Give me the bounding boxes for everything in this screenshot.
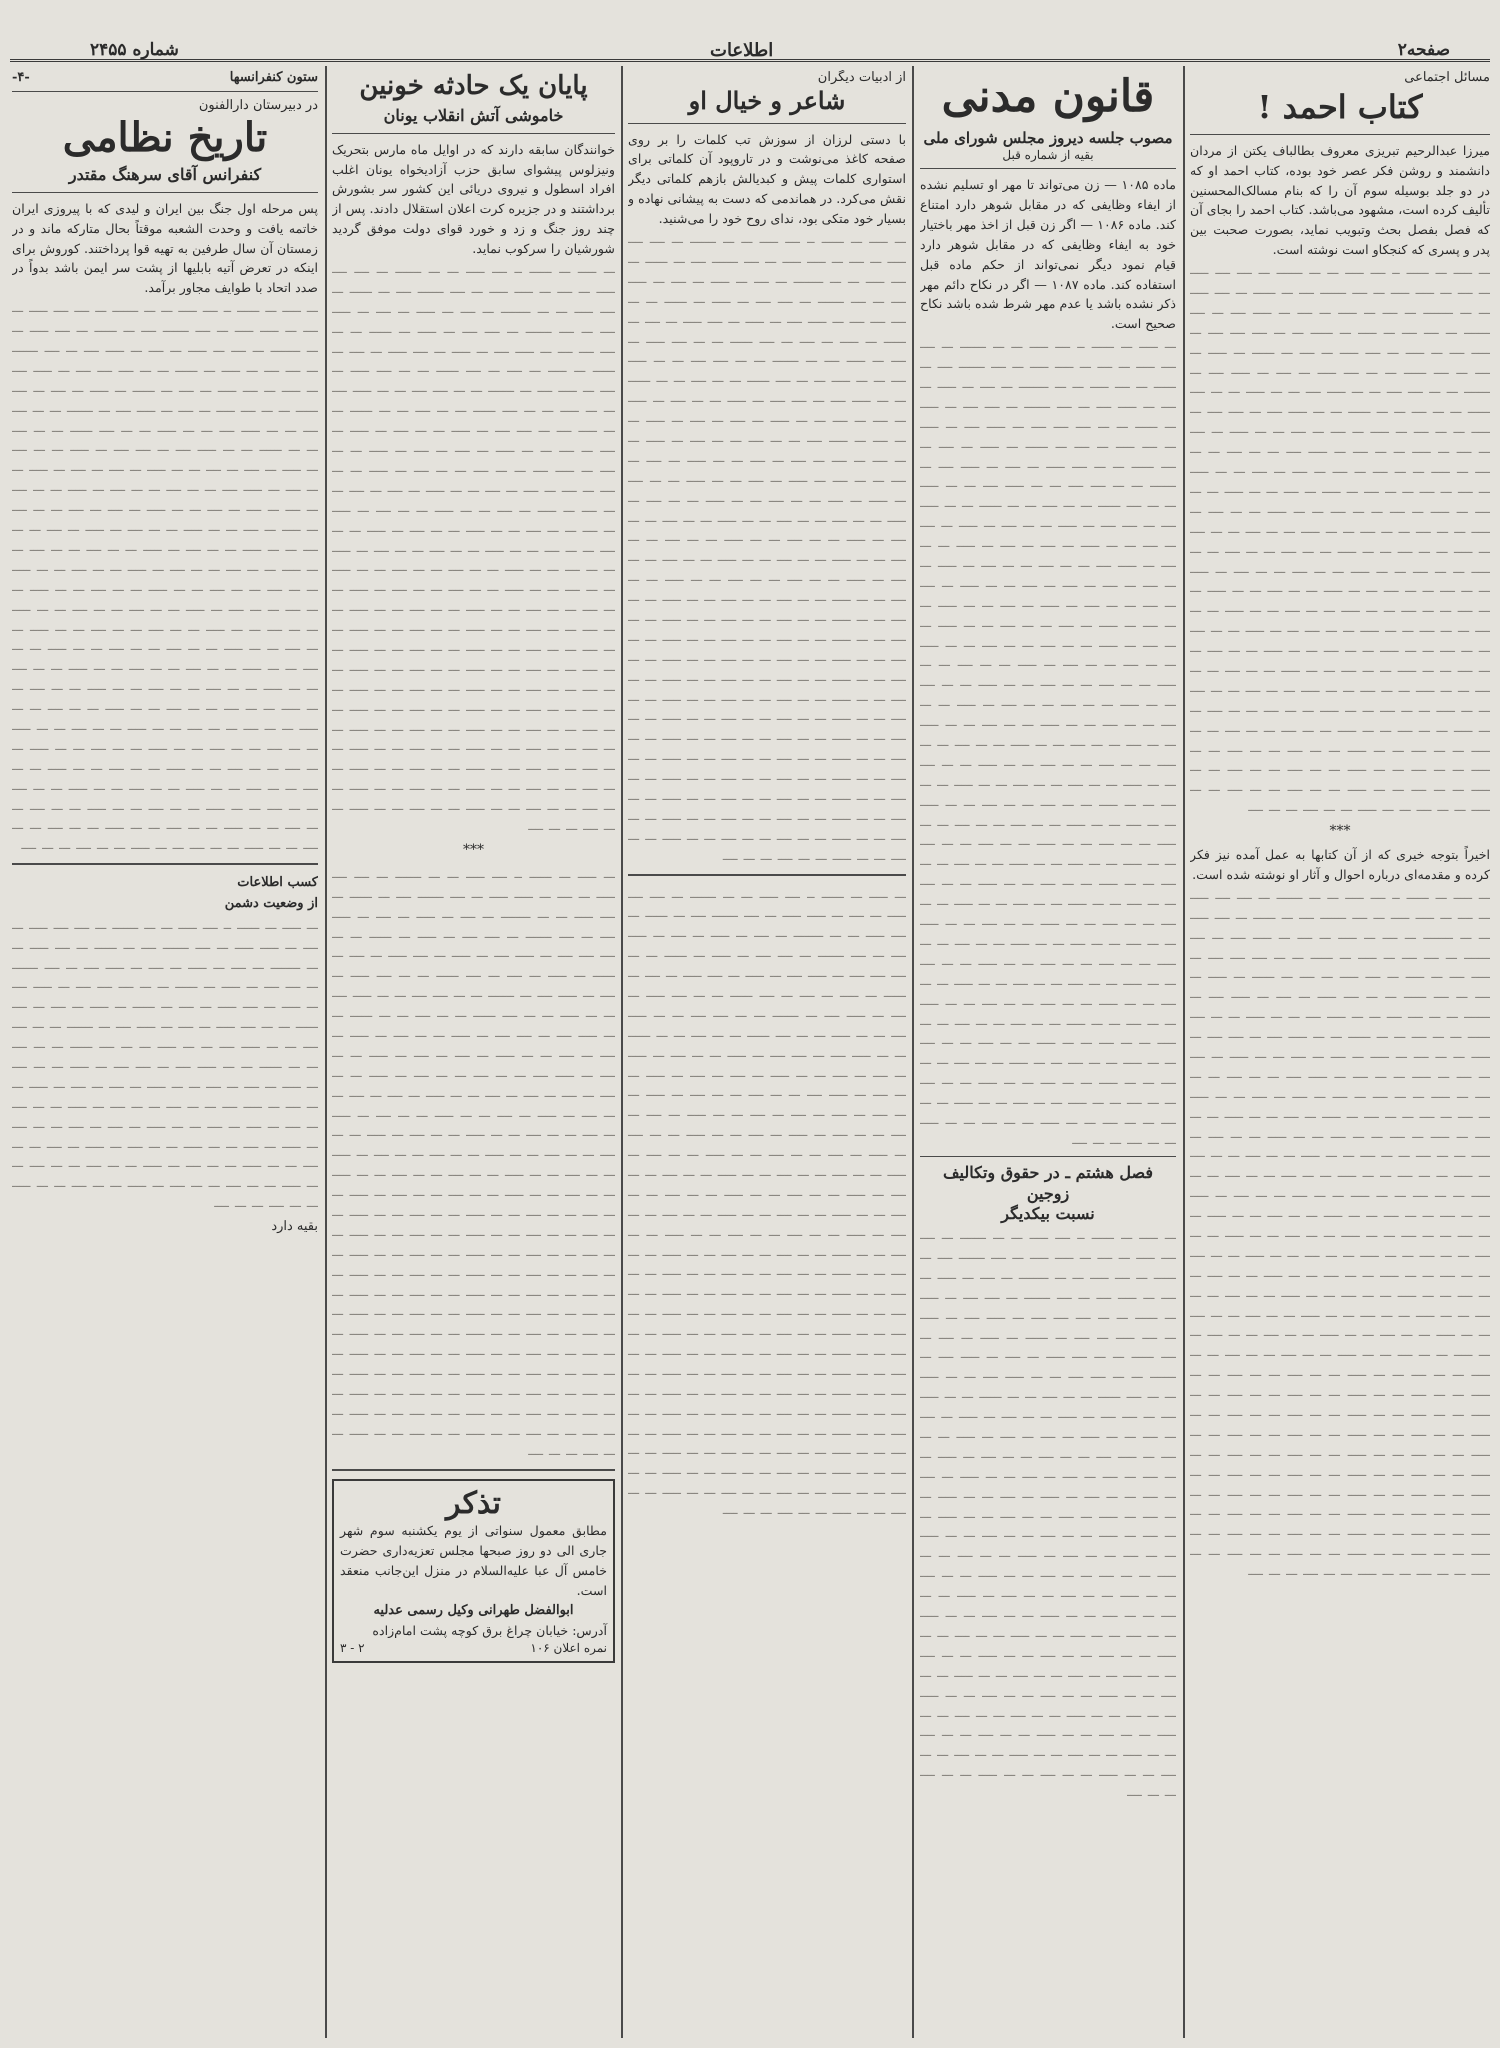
notice-box bbox=[332, 1479, 615, 1664]
issue-number: شماره ۲۴۵۵ bbox=[90, 40, 179, 60]
article-lead: خوانندگان سابقه دارند که در اوایل ماه مارس بتحریک ونیزلوس پیشوای سابق حزب آزادیخواه یونان اغلب افراد اسطول و نیروی دریائی این کشور سر بشورش برداشتند و در جزیره کرت اعلان استقلال دادند. پس از چند روز جنگ و زد و خورد قوای دولت موفق گردید شورشیان را سرکوب نماید. bbox=[332, 141, 615, 257]
page-marker: -۴- bbox=[12, 70, 30, 85]
subsection-title: کسب اطلاعات bbox=[237, 875, 318, 891]
law-articles: ماده ۱۰۸۵ — زن می‌تواند تا مهر او تسلیم نشده از ایفاء وظایفی که در مقابل شوهر دارد امتناع کند. ماده ۱۰۸۶ — اگر زن قبل از اخذ مهر باختیار خود به ایفاء وظایفی که در مقابل شوهر دارد قیام نمود دیگر نمی‌تواند از حکم ماده قبل استفاده کند. ماده ۱۰۸۷ — اگر در نکاح دائم مهر ذکر نشده باشد یا عدم مهر شرط شده باشد نکاح صحیح است. bbox=[920, 177, 1176, 332]
article-title: کتاب احمد ! bbox=[1257, 88, 1423, 126]
section-kicker: از ادبیات دیگران bbox=[817, 70, 906, 85]
continued-note: بقیه دارد bbox=[271, 1219, 318, 1235]
section-kicker: مسائل اجتماعی bbox=[1404, 70, 1490, 85]
article-body-text: ـــ ـــــ ـــ ــــــ ــ ــــ ـــــ ـــ ـــ ـــــــ ـــ ــــ ــــ ـــــ ـــ ــــ ـــ ـــــ ـــــ ـــ ــــ ـــــــ ــــ ـــ ــــــ ـــ ــــ ـــــ ـــ ـــ ــــــــ ـــ ــــ ـــ ـــــ ـــ ــــ ـــ ـــــ ــــ ـــ ــــ ـــــــ ـــ ــــ ــــ ـــ ـــــ ـــ ــــــ ـــ ـــ ــــ ــــ ــــ ـــ ـــــ ــــ ـــ ـــــ ـــ ــــ ـــــ ـــ ــــ ـــ ــــــ ـــ ـــــ ـــ ــــ ـــ ــــ ــــــ ـــ ـــ ــــ ـــــ ـــ ــــ ـــ ـــــ ــــ ـــ ـــــــ ـــ ـــ ــــ ــــ ـــ ـــ ـــــ ــــ ـــ ـــ ـــــ ـــ ـــ ــــ ــــــ ـــ ـــ ــــ ـــ ـــ ــــــ ـــ ـــ ـــــ ــــ ـــ ــــ ــــ ـــ ـــــ ـــ ـــ ــــ ـــ ـــــ ـــ ــــ ـــ ــــ ـــ ـــ ـــــ ـــ ــــ ـــ ــــ ـــ ـــــ ـــ ـــ ــــ ـــ ـــــ ــــ ـــ ـــ ــــ ـــ ـــ ــــ ـــ ـــــ ـــ ـــ ــــ ـــ ــــ ـــ ــــ ـــ ــــ ـــ ـــ ـــــ ـــ ــــ ـــ ــــ ـــ ـــ ــــ ـــ ـــــ ـــ ــــ ـــ ـــ ـــــ ـــ ـــ ــــ ـــ ـــــ ـــ ــــ ـــ ـــ ــــ ـــ ـــ ـــــ ـــ ـــ ــــ ـــ ـــــ ـــ ـــ ــــ ـــ ـــ ــــ ـــ ـــ ـــــ ـــ ـــ ــــ ـــ ـــ ــــ ـــ ـــــ ـــ ـــ ــــ ـــ ـــ ـــــ ـــ ـــ ــــ ـــ ـــ ــــ ـــ ـــ ـــــ ـــ ـــ ــــ ـــ ـــ ـــــ ـــ ـــ ــــ ـــ ـــ ــــ ـــ ـــــ ـــ ـــ ــــ ـــ ـــ ــــ ـــ ـــ ـــــ ـــ ـــ ــــ ـــ ـــ ـــــ ـــ ـــ ــــ ـــ ـــ ــــ ـــ ـــ ـــــ ـــ ـــ ــــ ـــ ـــ ـــــ ـــ ـــ ــــ ـــ ـــ ــــ ـــ ـــ ـــــ ـــ ـــ ــــ ـــ ـــ ـــــ ـــ ـــ ــــ ـــ ـــ ــــ ـــ ـــ ـــــ ـــ ـــ ــــ ـــ ـــ ـــــ ـــ ـــ ــــ ـــ ـــ ــــ ـــ ـــ ـــــ ـــ ـــ ــــ ـــ ـــ ـــــ ـــ ـــ ــــ ـــ ـــ ــــ ـــ ـــ ـــــ ـــ ـــ ــــ ـــ ـــ ـــــ ـــ ـــ ــــ ـــ ـــ ــــ ـــ ـــ ـــــ ـــ ـــ ــــ ـــ ـــ ـــــ ـــ ـــ ــــ ـــ ـــ ــــ ـــ ـــ ـــــ ـــ ـــ ــــ ـــ ـــ ـــــ ـــ ـــ ــــ ـــ ـــ ــــ ـــ ـــ ـــــ ـــ ـــ ــــ ـــ ـــ ـــــ ـــ ـــ ــــ ـــ ـــ ــــ ـــ ـــ ـــــ ـــ ـــ ــــ ـــ ـــ ـــــ ـــ ـــ ــــ ـــ ـــ ــــ ـــ ـــ ـــــ ـــ ـــ ــــ ـــ ـــ ـــــ ـــ ـــ ــــ ـــ ـــ ــــ bbox=[332, 261, 615, 833]
venue: در دبیرستان دارالفنون bbox=[198, 98, 318, 113]
divider bbox=[1190, 134, 1490, 135]
divider bbox=[920, 1156, 1176, 1157]
article-lead: میرزا عبدالرحیم تبریزی معروف بطالباف یکتن از مردان دانشمند و روشن فکر عصر خود بوده، کتاب احمد او که در دو جلد بوسیله سوم آن را که بنام مسالک‌المحسنین تألیف کرده است، مشهود می‌باشد. کتاب احمد را بجای آن که فصل بفصل بحث وتبویب نماید، بصورت صحبت بین پدر و پسری که کنجکاو است نوشته است. bbox=[1190, 142, 1490, 258]
article-title: قانون مدنی bbox=[941, 71, 1155, 122]
divider bbox=[12, 91, 318, 92]
column-divider bbox=[325, 66, 327, 2038]
article-body-text: ـــ ـــــ ـــ ــــــ ــ ــــ ـــــ ـــ ـــ ـــــــ ـــ ــــ ــــ ـــــ ـــ ــــ ـــ ـــــ ـــــ ـــ ــــ ـــــــ ــــ ـــ ــــــ ـــ ــــ ـــــ ـــ ـــ ــــــــ ـــ ــــ ـــ ـــــ ـــ ــــ ـــ ـــــ ــــ ـــ ــــ ـــــــ ـــ ــــ ــــ ـــ ـــــ ـــ ــــــ ـــ ـــ ــــ ــــ ــــ ـــ ـــــ ــــ ـــ ـــــ ـــ ــــ ـــــ ـــ ــــ ـــ ــــــ ـــ ـــــ ـــ ــــ ـــ ــــ ــــــ ـــ ـــ ــــ ـــــ ـــ ــــ ـــ ـــــ ــــ ـــ ـــــــ ـــ ـــ ــــ ــــ ـــ ـــ ـــــ ــــ ـــ ـــ ـــــ ـــ ـــ ــــ ــــــ ـــ ـــ ــــ ـــ ـــ ــــــ ـــ ـــ ـــــ ــــ ـــ ــــ ــــ ـــ ـــــ ـــ ـــ ــــ ـــ ـــــ ـــ ــــ ـــ ــــ ـــ ـــ ـــــ ـــ ــــ ـــ ــــ ـــ ـــــ ـــ ـــ ــــ ـــ ـــــ ــــ ـــ ـــ ــــ ـــ ـــ ــــ ـــ ـــــ ـــ ـــ ــــ ـــ ــــ ـــ ــــ ـــ ــــ ـــ ـــ ـــــ ـــ ــــ ـــ ــــ ـــ ـــ ــــ ـــ ـــــ ـــ ــــ ـــ ـــ ـــــ ـــ ـــ ــــ ـــ ـــــ ـــ ــــ ـــ ـــ ــــ ـــ ـــ ـــــ ـــ ـــ ــــ ـــ ـــــ ـــ ـــ ــــ ـــ ـــ ــــ ـــ ـــ ـــــ ـــ ـــ ــــ ـــ ـــ ــــ ـــ ـــــ ـــ ـــ ــــ ـــ ـــ ـــــ ـــ ـــ ــــ ـــ ـــ ــــ ـــ ـــ ـــــ ـــ ـــ ــــ ـــ ـــ ـــــ ـــ ـــ ــــ ـــ ـــ ــــ ـــ ـــــ ـــ ـــ ــــ ـــ ـــ ــــ ـــ ـــ ـــــ ـــ ـــ ــــ ـــ ـــ ـــــ ـــ ـــ ــــ ـــ ـــ ــــ ـــ ـــ ـــــ ـــ ـــ ــــ ـــ ـــ ـــــ ـــ ـــ ــــ ـــ ـــ ــــ ـــ ـــ ـــــ ـــ ـــ ــــ ـــ ـــ ـــــ ـــ ـــ ــــ ـــ ـــ ــــ ـــ ـــ ـــــ ـــ ـــ ــــ ـــ ـــ ـــــ ـــ ـــ ــــ ـــ ـــ ــــ ـــ ـــ ـــــ ـــ ـــ ــــ ـــ ـــ ـــــ ـــ ـــ ــــ ـــ ـــ ــــ ـــ ـــ ـــــ ـــ ـــ ــــ ـــ ـــ ـــــ ـــ ـــ ــــ ـــ ـــ ــــ ـــ ـــ ـــــ ـــ ـــ ــــ ـــ ـــ ـــــ ـــ ـــ ــــ ـــ ـــ ــــ ـــ ـــ ـــــ ـــ ـــ ــــ ـــ ـــ ـــــ ـــ ـــ ــــ ـــ ـــ ــــ ـــ ـــ ـــــ ـــ ـــ ــــ ـــ ـــ ـــــ ـــ ـــ ــــ ـــ ـــ ــــ ـــ ـــ ـــــ ـــ ـــ ــــ ـــ ـــ ـــــ ـــ ـــ ــــ ـــ ـــ ــــ ـــ ـــ ـــــ ـــ ـــ ــــ ـــ ـــ ـــــ ـــ ـــ ــــ ـــ ـــ ــــ ـــ ـــ ـــــ ـــ ـــ ــــ ـــ ـــ ـــــ ـــ ـــ ــــ ـــ ـــ ــــ ـــ ـــ ـــــ ـــ ـــ ــــ ـــ ـــ ـــــ ـــ ـــ ــــ ـــ ـــ ــــ bbox=[12, 300, 318, 853]
notice-address: آدرس: خیابان چراغ برق کوچه پشت امام‌زاده bbox=[372, 1623, 607, 1639]
divider bbox=[12, 192, 318, 193]
section-stars: *** bbox=[463, 841, 484, 858]
page-number: صفحه‌۲ bbox=[1397, 40, 1450, 60]
notice-text: مطابق معمول سنواتی از یوم یکشنبه سوم شهر جاری الی دو روز صبحها مجلس تعزیه‌داری حضرت خامس آل عبا علیه‌السلام در منزل این‌جانب منعقد است. bbox=[340, 1523, 607, 1598]
article-subtitle: مصوب جلسه دیروز مجلس شورای ملی bbox=[923, 128, 1173, 147]
article-lead: پس مرحله اول جنگ بین ایران و لیدی که با پیروزی ایران خاتمه یافت و وحدت الشعبه موقتاً بحال متارکه ماند و در زمستان آن سال طرفین به تهیه قوا پرداختند. کوروش برای اینکه در تعرض آتیه بابلیها از پشت سر ایمن باشد بدواً در صدد اتحاد با طوایف مجاور برآمد. bbox=[12, 200, 318, 296]
divider bbox=[628, 123, 906, 124]
article-tail: اخیراً بتوجه خیری که از آن کتابها به عمل آمده نیز فکر کرده و مقدمه‌ای درباره احوال و آثار او نوشته شده است. bbox=[1190, 847, 1490, 882]
column-military-history bbox=[12, 70, 318, 2035]
article-body-text: ـــ ـــــ ـــ ــــــ ــ ــــ ـــــ ـــ ـــ ـــــــ ـــ ــــ ــــ ـــــ ـــ ــــ ـــ ـــــ ـــــ ـــ ــــ ـــــــ ــــ ـــ ــــــ ـــ ــــ ـــــ ـــ ـــ ــــــــ ـــ ــــ ـــ ـــــ ـــ ــــ ـــ ـــــ ــــ ـــ ــــ ـــــــ ـــ ــــ ــــ ـــ ـــــ ـــ ــــــ ـــ ـــ ــــ ــــ ــــ ـــ ـــــ ــــ ـــ ـــــ ـــ ــــ ـــــ ـــ ــــ ـــ ــــــ ـــ ـــــ ـــ ــــ ـــ ــــ ــــــ ـــ ـــ ــــ ـــــ ـــ ــــ ـــ ـــــ ــــ ـــ ـــــــ ـــ ـــ ــــ ــــ ـــ ـــ ـــــ ــــ ـــ ـــ ـــــ ـــ ـــ ــــ ــــــ ـــ ـــ ــــ ـــ ـــ ــــــ ـــ ـــ ـــــ ــــ ـــ ــــ ــــ ـــ ـــــ ـــ ـــ ــــ ـــ ـــــ ـــ ــــ ـــ ــــ ـــ ـــ ـــــ ـــ ــــ ـــ ــــ ـــ ـــــ ـــ ـــ ــــ ـــ ـــــ ــــ ـــ ـــ ــــ ـــ ـــ ــــ ـــ ـــــ ـــ ـــ ــــ ـــ ــــ ـــ ــــ ـــ ــــ ـــ ـــ ـــــ ـــ ــــ ـــ ــــ ـــ ـــ ــــ ـــ ـــــ ـــ ــــ ـــ ـــ ـــــ ـــ ـــ ــــ ـــ ـــــ ـــ ــــ ـــ ـــ ــــ ـــ ـــ ـــــ ـــ ـــ ــــ ـــ ـــــ ـــ ـــ ــــ ـــ ـــ ــــ ـــ ـــ ـــــ ـــ ـــ ــــ ـــ ـــ ــــ ـــ ـــــ ـــ ـــ ــــ ـــ ـــ ـــــ ـــ ـــ ــــ ـــ ـــ ــــ ـــ ـــ ـــــ ـــ ـــ ــــ ـــ ـــ ـــــ ـــ ـــ ــــ ـــ ـــ ــــ ـــ ـــــ ـــ ـــ ــــ ـــ ـــ ــــ ـــ ـــ ـــــ ـــ ـــ ــــ ـــ ـــ ـــــ ـــ ـــ ــــ ـــ ـــ ــــ ـــ ـــ ـــــ ـــ ـــ ــــ ـــ ـــ ـــــ ـــ ـــ ــــ ـــ ـــ ــــ ـــ ـــ ـــــ ـــ ـــ ــــ ـــ ـــ ـــــ ـــ ـــ ــــ ـــ ـــ ــــ ـــ ـــ ـــــ ـــ ـــ ــــ ـــ ـــ ـــــ ـــ ـــ ــــ ـــ ـــ ــــ ـــ ـــ ـــــ ـــ ـــ ــــ ـــ ـــ ـــــ ـــ ـــ ــــ ـــ ـــ ــــ ـــ ـــ ـــــ ـــ ـــ ــــ ـــ ـــ ـــــ ـــ ـــ ــــ ـــ ـــ ــــ ـــ ـــ ـــــ ـــ ـــ ــــ ـــ ـــ ـــــ ـــ ـــ ــــ ـــ ـــ ــــ ـــ ـــ ـــــ ـــ ـــ ــــ ـــ ـــ ـــــ ـــ ـــ ــــ ـــ ـــ ــــ ـــ ـــ ـــــ ـــ ـــ ــــ ـــ ـــ ـــــ ـــ ـــ ــــ ـــ ـــ ــــ ـــ ـــ ـــــ ـــ ـــ ــــ ـــ ـــ ـــــ ـــ ـــ ــــ ـــ ـــ ــــ ـــ ـــ ـــــ ـــ ـــ ــــ ـــ ـــ ـــــ ـــ ـــ ــــ ـــ ـــ ــــ ـــ ـــ ـــــ ـــ ـــ ــــ ـــ ـــ ـــــ ـــ ـــ ــــ ـــ ـــ ــــ bbox=[332, 865, 615, 1458]
section-subtitle: نسبت بیکدیگر bbox=[1001, 1204, 1095, 1224]
article-body-text: ـــ ـــــ ـــ ــــــ ــ ــــ ـــــ ـــ ـــ ـــــــ ـــ ــــ ــــ ـــــ ـــ ــــ ـــ ـــــ ـــــ ـــ ــــ ـــــــ ــــ ـــ ــــــ ـــ ــــ ـــــ ـــ ـــ ــــــــ ـــ ــــ ـــ ـــــ ـــ ــــ ـــ ـــــ ــــ ـــ ــــ ـــــــ ـــ ــــ ــــ ـــ ـــــ ـــ ــــــ ـــ ـــ ــــ ــــ ــــ ـــ ـــــ ــــ ـــ ـــــ ـــ ــــ ـــــ ـــ ــــ ـــ ــــــ ـــ ـــــ ـــ ــــ ـــ ــــ ــــــ ـــ ـــ ــــ ـــــ ـــ ــــ ـــ ـــــ ــــ ـــ ـــــــ ـــ ـــ ــــ ــــ ـــ ـــ ـــــ ــــ ـــ ـــ ـــــ ـــ ـــ ــــ ــــــ ـــ ـــ ــــ ـــ ـــ ــــــ ـــ ـــ ـــــ ــــ ـــ ــــ ــــ ـــ ـــــ ـــ ـــ ــــ ـــ ـــــ ـــ ــــ ـــ ــــ ـــ ـــ ـــــ ـــ ــــ ـــ ــــ ـــ ـــــ ـــ ـــ ــــ ـــ ـــــ ــــ ـــ ـــ ــــ ـــ ـــ ــــ ـــ ـــــ ـــ ـــ ــــ ـــ ــــ ـــ ــــ ـــ ــــ ـــ ـــ ـــــ ـــ ــــ ـــ ــــ ـــ ـــ ــــ ـــ ـــــ ـــ ــــ ـــ ـــ ـــــ ـــ ـــ ــــ ـــ ـــــ ـــ ــــ ـــ ـــ ــــ ـــ ـــ ـــــ ـــ ـــ ــــ ـــ ـــــ ـــ ـــ ــــ ـــ ـــ ــــ ـــ ـــ ـــــ ـــ ـــ ــــ ـــ ـــ ــــ ـــ ـــــ ـــ ـــ ــــ ـــ ـــ ـــــ ـــ ـــ ــــ ـــ ـــ ــــ ـــ ـــ ـــــ ـــ ـــ ــــ ـــ ـــ ـــــ ـــ ـــ ــــ ـــ ـــ ــــ ـــ ـــــ ـــ ـــ ــــ ـــ ـــ ــــ ـــ ـــ ـــــ ـــ ـــ ــــ ـــ ـــ ـــــ ـــ ـــ ــــ ـــ ـــ ــــ ـــ ـــ ـــــ ـــ ـــ ــــ ـــ ـــ ـــــ ـــ ـــ ــــ ـــ ـــ ــــ ـــ ـــ ـــــ ـــ ـــ ــــ ـــ ـــ ـــــ ـــ ـــ ــــ ـــ ـــ ــــ ـــ ـــ ـــــ ـــ ـــ ــــ ـــ ـــ ـــــ ـــ ـــ ــــ ـــ ـــ ــــ ـــ ـــ ـــــ ـــ ـــ ــــ ـــ ـــ ـــــ ـــ ـــ ــــ ـــ ـــ ــــ ـــ ـــ ـــــ ـــ ـــ ــــ ـــ ـــ ـــــ ـــ ـــ ــــ ـــ ـــ ــــ ـــ ـــ ـــــ ـــ ـــ ــــ ـــ ـــ ـــــ ـــ ـــ ــــ ـــ ـــ ــــ ـــ ـــ ـــــ ـــ ـــ ــــ ـــ ـــ ـــــ ـــ ـــ ــــ ـــ ـــ ــــ ـــ ـــ ـــــ ـــ ـــ ــــ ـــ ـــ ـــــ ـــ ـــ ــــ ـــ ـــ ــــ ـــ ـــ ـــــ ـــ ـــ ــــ ـــ ـــ ـــــ ـــ ـــ ــــ ـــ ـــ ــــ ـــ ـــ ـــــ ـــ ـــ ــــ ـــ ـــ ـــــ ـــ ـــ ــــ ـــ ـــ ــــ ـــ ـــ ـــــ ـــ ـــ ــــ ـــ ـــ ـــــ ـــ ـــ ــــ ـــ ـــ ــــ bbox=[1190, 262, 1490, 815]
article-body-text: ـــ ـــــ ـــ ــــــ ــ ــــ ـــــ ـــ ـــ ـــــــ ـــ ــــ ــــ ـــــ ـــ ــــ ـــ ـــــ ـــــ ـــ ــــ ـــــــ ــــ ـــ ــــــ ـــ ــــ ـــــ ـــ ـــ ــــــــ ـــ ــــ ـــ ـــــ ـــ ــــ ـــ ـــــ ــــ ـــ ــــ ـــــــ ـــ ــــ ــــ ـــ ـــــ ـــ ــــــ ـــ ـــ ــــ ــــ ــــ ـــ ـــــ ــــ ـــ ـــــ ـــ ــــ ـــــ ـــ ــــ ـــ ــــــ ـــ ـــــ ـــ ــــ ـــ ــــ ــــــ ـــ ـــ ــــ ـــــ ـــ ــــ ـــ ـــــ ــــ ـــ ـــــــ ـــ ـــ ــــ ــــ ـــ ـــ ـــــ ــــ ـــ ـــ ـــــ ـــ ـــ ــــ ــــــ ـــ ـــ ــــ ـــ ـــ ــــــ ـــ ـــ ـــــ ــــ ـــ ــــ ــــ ـــ ـــــ ـــ ـــ ــــ ـــ ـــــ ـــ ــــ ـــ ــــ ـــ ـــ ـــــ ـــ ــــ ـــ ــــ ـــ ـــــ ـــ ـــ ــــ ـــ ـــــ ــــ ـــ ـــ ــــ ـــ ـــ ــــ ـــ ـــــ ـــ ـــ ــــ ـــ ــــ ـــ ــــ ـــ ــــ ـــ ـــ ـــــ ـــ ــــ ـــ ــــ ـــ ـــ ــــ ـــ ـــــ ـــ ــــ ـــ ـــ ـــــ ـــ ـــ ــــ ـــ ـــــ ـــ ــــ ـــ ـــ ــــ ـــ ـــ ـــــ ـــ ـــ ــــ ـــ ـــــ ـــ ـــ ــــ ـــ ـــ ــــ ـــ ـــ ـــــ ـــ ـــ ــــ ـــ ـــ ــــ ـــ ـــــ ـــ ـــ ــــ ـــ ـــ ـــــ ـــ ـــ ــــ ـــ ـــ ــــ ـــ ـــ ـــــ ـــ ـــ ــــ ـــ ـــ ـــــ ـــ ـــ ــــ ـــ ـــ ــــ ـــ ـــــ ـــ ـــ ــــ ـــ ـــ ــــ ـــ ـــ ـــــ ـــ ـــ ــــ ـــ ـــ ـــــ ـــ ـــ ــــ ـــ ـــ ــــ ـــ ـــ ـــــ ـــ ـــ ــــ ـــ ـــ ـــــ ـــ ـــ ــــ ـــ ـــ ــــ ـــ ـــ ـــــ ـــ ـــ ــــ ـــ ـــ ـــــ ـــ ـــ ــــ ـــ ـــ ــــ ـــ ـــ ـــــ ـــ ـــ ــــ ـــ ـــ ـــــ ـــ ـــ ــــ ـــ ـــ ــــ ـــ ـــ ـــــ ـــ ـــ ــــ ـــ ـــ ـــــ ـــ ـــ ــــ ـــ ـــ ــــ ـــ ـــ ـــــ ـــ ـــ ــــ ـــ ـــ ـــــ ـــ ـــ ــــ ـــ ـــ ــــ ـــ ـــ ـــــ ـــ ـــ ــــ ـــ ـــ ـــــ ـــ ـــ ــــ ـــ ـــ ــــ ـــ ـــ ـــــ ـــ ـــ ــــ ـــ ـــ ـــــ ـــ ـــ ــــ ـــ ـــ ــــ bbox=[920, 1227, 1176, 1800]
section-stars: *** bbox=[1329, 823, 1351, 840]
column-book-ahmad bbox=[1190, 70, 1490, 2035]
column-divider bbox=[621, 66, 623, 2038]
paper-name: اطلاعات bbox=[710, 40, 774, 61]
notice-title: تذکر bbox=[446, 1485, 501, 1521]
divider bbox=[920, 168, 1176, 169]
article-lead: با دستی لرزان از سوزش تب کلمات را بر روی صفحه کاغذ می‌نوشت و در تاروپود آن کلماتی برای استواری کلمات پیش و کبدیالش بازهم کلماتی دیگر نقش می‌کرد. در هماندمی که دست به پیشانی نهاده و بسیار خود متکی بود، ندای روح خود را می‌شنید. bbox=[628, 131, 906, 227]
article-body-text: ـــ ـــــ ـــ ــــــ ــ ــــ ـــــ ـــ ـــ ـــــــ ـــ ــــ ــــ ـــــ ـــ ــــ ـــ ـــــ ـــــ ـــ ــــ ـــــــ ــــ ـــ ــــــ ـــ ــــ ـــــ ـــ ـــ ــــــــ ـــ ــــ ـــ ـــــ ـــ ــــ ـــ ـــــ ــــ ـــ ــــ ـــــــ ـــ ــــ ــــ ـــ ـــــ ـــ ــــــ ـــ ـــ ــــ ــــ ــــ ـــ ـــــ ــــ ـــ ـــــ ـــ ــــ ـــــ ـــ ــــ ـــ ــــــ ـــ ـــــ ـــ ــــ ـــ ــــ ــــــ ـــ ـــ ــــ ـــــ ـــ ــــ ـــ ـــــ ــــ ـــ ـــــــ ـــ ـــ ــــ ــــ ـــ ـــ ـــــ ــــ ـــ ـــ ـــــ ـــ ـــ ــــ ــــــ ـــ ـــ ــــ ـــ ـــ ــــــ ـــ ـــ ـــــ ــــ ـــ ــــ ــــ ـــ ـــــ ـــ ـــ ــــ ـــ ـــــ ـــ ــــ ـــ ــــ ـــ ـــ ـــــ ـــ ــــ ـــ ــــ ـــ ـــــ ـــ ـــ ــــ ـــ ـــــ ــــ ـــ ـــ ــــ ـــ ـــ ــــ ـــ ـــــ ـــ ـــ ــــ ـــ ــــ ـــ ــــ ـــ ــــ ـــ ـــ ـــــ ـــ ــــ ـــ ــــ ـــ ـــ ــــ ـــ ـــــ ـــ ــــ ـــ ـــ ـــــ ـــ ـــ ــــ ـــ ـــــ ـــ ــــ ـــ ـــ ــــ ـــ ـــ ـــــ ـــ ـــ ــــ ـــ ـــــ ـــ ـــ ــــ ـــ ـــ ــــ ـــ ـــ ـــــ ـــ ـــ ــــ ـــ ـــ ــــ ـــ ـــــ ـــ ـــ ــــ ـــ ـــ ـــــ ـــ ـــ ــــ ـــ ـــ ــــ bbox=[12, 916, 318, 1211]
article-subtitle: کنفرانس آقای سرهنگ مقتدر bbox=[68, 165, 262, 184]
article-title: پایان یک حادثه خونین bbox=[359, 71, 588, 101]
column-civil-code bbox=[920, 70, 1176, 2035]
section-kicker: ستون کنفرانسها bbox=[229, 70, 318, 85]
notice-signature: ابوالفضل طهرانی وکیل رسمی عدلیه bbox=[373, 1602, 574, 1618]
article-body-text: ـــ ـــــ ـــ ــــــ ــ ــــ ـــــ ـــ ـــ ـــــــ ـــ ــــ ــــ ـــــ ـــ ــــ ـــ ـــــ ـــــ ـــ ــــ ـــــــ ــــ ـــ ــــــ ـــ ــــ ـــــ ـــ ـــ ــــــــ ـــ ــــ ـــ ـــــ ـــ ــــ ـــ ـــــ ــــ ـــ ــــ ـــــــ ـــ ــــ ــــ ـــ ـــــ ـــ ــــــ ـــ ـــ ــــ ــــ ــــ ـــ ـــــ ــــ ـــ ـــــ ـــ ــــ ـــــ ـــ ــــ ـــ ــــــ ـــ ـــــ ـــ ــــ ـــ ــــ ــــــ ـــ ـــ ــــ ـــــ ـــ ــــ ـــ ـــــ ــــ ـــ ـــــــ ـــ ـــ ــــ ــــ ـــ ـــ ـــــ ــــ ـــ ـــ ـــــ ـــ ـــ ــــ ــــــ ـــ ـــ ــــ ـــ ـــ ــــــ ـــ ـــ ـــــ ــــ ـــ ــــ ــــ ـــ ـــــ ـــ ـــ ــــ ـــ ـــــ ـــ ــــ ـــ ــــ ـــ ـــ ـــــ ـــ ــــ ـــ ــــ ـــ ـــــ ـــ ـــ ــــ ـــ ـــــ ــــ ـــ ـــ ــــ ـــ ـــ ــــ ـــ ـــــ ـــ ـــ ــــ ـــ ــــ ـــ ــــ ـــ ــــ ـــ ـــ ـــــ ـــ ــــ ـــ ــــ ـــ ـــ ــــ ـــ ـــــ ـــ ــــ ـــ ـــ ـــــ ـــ ـــ ــــ ـــ ـــــ ـــ ــــ ـــ ـــ ــــ ـــ ـــ ـــــ ـــ ـــ ــــ ـــ ـــــ ـــ ـــ ــــ ـــ ـــ ــــ ـــ ـــ ـــــ ـــ ـــ ــــ ـــ ـــ ــــ ـــ ـــــ ـــ ـــ ــــ ـــ ـــ ـــــ ـــ ـــ ــــ ـــ ـــ ــــ ـــ ـــ ـــــ ـــ ـــ ــــ ـــ ـــ ـــــ ـــ ـــ ــــ ـــ ـــ ــــ ـــ ـــــ ـــ ـــ ــــ ـــ ـــ ــــ ـــ ـــ ـــــ ـــ ـــ ــــ ـــ ـــ ـــــ ـــ ـــ ــــ ـــ ـــ ــــ ـــ ـــ ـــــ ـــ ـــ ــــ ـــ ـــ ـــــ ـــ ـــ ــــ ـــ ـــ ــــ ـــ ـــ ـــــ ـــ ـــ ــــ ـــ ـــ ـــــ ـــ ـــ ــــ ـــ ـــ ــــ ـــ ـــ ـــــ ـــ ـــ ــــ ـــ ـــ ـــــ ـــ ـــ ــــ ـــ ـــ ــــ ـــ ـــ ـــــ ـــ ـــ ــــ ـــ ـــ ـــــ ـــ ـــ ــــ ـــ ـــ ــــ ـــ ـــ ـــــ ـــ ـــ ــــ ـــ ـــ ـــــ ـــ ـــ ــــ ـــ ـــ ــــ ـــ ـــ ـــــ ـــ ـــ ــــ ـــ ـــ ـــــ ـــ ـــ ــــ ـــ ـــ ــــ ـــ ـــ ـــــ ـــ ـــ ــــ ـــ ـــ ـــــ ـــ ـــ ــــ ـــ ـــ ــــ ـــ ـــ ـــــ ـــ ـــ ــــ ـــ ـــ ـــــ ـــ ـــ ــــ ـــ ـــ ــــ ـــ ـــ ـــــ ـــ ـــ ــــ ـــ ـــ ـــــ ـــ ـــ ــــ ـــ ـــ ــــ ـــ ـــ ـــــ ـــ ـــ ــــ ـــ ـــ ـــــ ـــ ـــ ــــ ـــ ـــ ــــ ـــ ـــ ـــــ ـــ ـــ ــــ ـــ ـــ ـــــ ـــ ـــ ــــ ـــ ـــ ــــ ـــ ـــ ـــــ ـــ ـــ ــــ ـــ ـــ ـــــ ـــ ـــ ــــ ـــ ـــ ــــ ـــ ـــ ـــــ ـــ ـــ ــــ ـــ ـــ ـــــ ـــ ـــ ــــ ـــ ـــ ــــ bbox=[628, 885, 906, 1518]
divider bbox=[332, 133, 615, 134]
section-title: فصل هشتم ـ در حقوق وتکالیف زوجین bbox=[942, 1162, 1154, 1203]
article-body-text: ـــ ـــــ ـــ ــــــ ــ ــــ ـــــ ـــ ـــ ـــــــ ـــ ــــ ــــ ـــــ ـــ ــــ ـــ ـــــ ـــــ ـــ ــــ ـــــــ ــــ ـــ ــــــ ـــ ــــ ـــــ ـــ ـــ ــــــــ ـــ ــــ ـــ ـــــ ـــ ــــ ـــ ـــــ ــــ ـــ ــــ ـــــــ ـــ ــــ ــــ ـــ ـــــ ـــ ــــــ ـــ ـــ ــــ ــــ ــــ ـــ ـــــ ــــ ـــ ـــــ ـــ ــــ ـــــ ـــ ــــ ـــ ــــــ ـــ ـــــ ـــ ــــ ـــ ــــ ــــــ ـــ ـــ ــــ ـــــ ـــ ــــ ـــ ـــــ ــــ ـــ ـــــــ ـــ ـــ ــــ ــــ ـــ ـــ ـــــ ــــ ـــ ـــ ـــــ ـــ ـــ ــــ ــــــ ـــ ـــ ــــ ـــ ـــ ــــــ ـــ ـــ ـــــ ــــ ـــ ــــ ــــ ـــ ـــــ ـــ ـــ ــــ ـــ ـــــ ـــ ــــ ـــ ــــ ـــ ـــ ـــــ ـــ ــــ ـــ ــــ ـــ ـــــ ـــ ـــ ــــ ـــ ـــــ ــــ ـــ ـــ ــــ ـــ ـــ ــــ ـــ ـــــ ـــ ـــ ــــ ـــ ــــ ـــ ــــ ـــ ــــ ـــ ـــ ـــــ ـــ ــــ ـــ ــــ ـــ ـــ ــــ ـــ ـــــ ـــ ــــ ـــ ـــ ـــــ ـــ ـــ ــــ ـــ ـــــ ـــ ــــ ـــ ـــ ــــ ـــ ـــ ـــــ ـــ ـــ ــــ ـــ ـــــ ـــ ـــ ــــ ـــ ـــ ــــ ـــ ـــ ـــــ ـــ ـــ ــــ ـــ ـــ ــــ ـــ ـــــ ـــ ـــ ــــ ـــ ـــ ـــــ ـــ ـــ ــــ ـــ ـــ ــــ ـــ ـــ ـــــ ـــ ـــ ــــ ـــ ـــ ـــــ ـــ ـــ ــــ ـــ ـــ ــــ ـــ ـــــ ـــ ـــ ــــ ـــ ـــ ــــ ـــ ـــ ـــــ ـــ ـــ ــــ ـــ ـــ ـــــ ـــ ـــ ــــ ـــ ـــ ــــ ـــ ـــ ـــــ ـــ ـــ ــــ ـــ ـــ ـــــ ـــ ـــ ــــ ـــ ـــ ــــ ـــ ـــ ـــــ ـــ ـــ ــــ ـــ ـــ ـــــ ـــ ـــ ــــ ـــ ـــ ــــ ـــ ـــ ـــــ ـــ ـــ ــــ ـــ ـــ ـــــ ـــ ـــ ــــ ـــ ـــ ــــ ـــ ـــ ـــــ ـــ ـــ ــــ ـــ ـــ ـــــ ـــ ـــ ــــ ـــ ـــ ــــ ـــ ـــ ـــــ ـــ ـــ ــــ ـــ ـــ ـــــ ـــ ـــ ــــ ـــ ـــ ــــ ـــ ـــ ـــــ ـــ ـــ ــــ ـــ ـــ ـــــ ـــ ـــ ــــ ـــ ـــ ــــ ـــ ـــ ـــــ ـــ ـــ ــــ ـــ ـــ ـــــ ـــ ـــ ــــ ـــ ـــ ــــ ـــ ـــ ـــــ ـــ ـــ ــــ ـــ ـــ ـــــ ـــ ـــ ــــ ـــ ـــ ــــ ـــ ـــ ـــــ ـــ ـــ ــــ ـــ ـــ ـــــ ـــ ـــ ــــ ـــ ـــ ــــ ـــ ـــ ـــــ ـــ ـــ ــــ ـــ ـــ ـــــ ـــ ـــ ــــ ـــ ـــ ــــ ـــ ـــ ـــــ ـــ ـــ ــــ ـــ ـــ ـــــ ـــ ـــ ــــ ـــ ـــ ــــ ـــ ـــ ـــــ ـــ ـــ ــــ ـــ ـــ ـــــ ـــ ـــ ــــ ـــ ـــ ــــ ـــ ـــ ـــــ ـــ ـــ ــــ ـــ ـــ ـــــ ـــ ـــ ــــ ـــ ـــ ــــ bbox=[628, 231, 906, 863]
article-title: شاعر و خیال او bbox=[688, 86, 846, 115]
notice-number: نمره اعلان ۱۰۶ bbox=[530, 1641, 607, 1656]
divider bbox=[332, 1469, 615, 1471]
masthead bbox=[10, 0, 1490, 62]
continued-note: بقیه از شماره قبل bbox=[1002, 148, 1094, 163]
column-divider bbox=[1183, 66, 1185, 2038]
article-body-text: ـــ ـــــ ـــ ــــــ ــ ــــ ـــــ ـــ ـــ ـــــــ ـــ ــــ ــــ ـــــ ـــ ــــ ـــ ـــــ ـــــ ـــ ــــ ـــــــ ــــ ـــ ــــــ ـــ ــــ ـــــ ـــ ـــ ــــــــ ـــ ــــ ـــ ـــــ ـــ ــــ ـــ ـــــ ــــ ـــ ــــ ـــــــ ـــ ــــ ــــ ـــ ـــــ ـــ ــــــ ـــ ـــ ــــ ــــ ــــ ـــ ـــــ ــــ ـــ ـــــ ـــ ــــ ـــــ ـــ ــــ ـــ ــــــ ـــ ـــــ ـــ ــــ ـــ ــــ ــــــ ـــ ـــ ــــ ـــــ ـــ ــــ ـــ ـــــ ــــ ـــ ـــــــ ـــ ـــ ــــ ــــ ـــ ـــ ـــــ ــــ ـــ ـــ ـــــ ـــ ـــ ــــ ــــــ ـــ ـــ ــــ ـــ ـــ ــــــ ـــ ـــ ـــــ ــــ ـــ ــــ ــــ ـــ ـــــ ـــ ـــ ــــ ـــ ـــــ ـــ ــــ ـــ ــــ ـــ ـــ ـــــ ـــ ــــ ـــ ــــ ـــ ـــــ ـــ ـــ ــــ ـــ ـــــ ــــ ـــ ـــ ــــ ـــ ـــ ــــ ـــ ـــــ ـــ ـــ ــــ ـــ ــــ ـــ ــــ ـــ ــــ ـــ ـــ ـــــ ـــ ــــ ـــ ــــ ـــ ـــ ــــ ـــ ـــــ ـــ ــــ ـــ ـــ ـــــ ـــ ـــ ــــ ـــ ـــــ ـــ ــــ ـــ ـــ ــــ ـــ ـــ ـــــ ـــ ـــ ــــ ـــ ـــــ ـــ ـــ ــــ ـــ ـــ ــــ ـــ ـــ ـــــ ـــ ـــ ــــ ـــ ـــ ــــ ـــ ـــــ ـــ ـــ ــــ ـــ ـــ ـــــ ـــ ـــ ــــ ـــ ـــ ــــ ـــ ـــ ـــــ ـــ ـــ ــــ ـــ ـــ ـــــ ـــ ـــ ــــ ـــ ـــ ــــ ـــ ـــــ ـــ ـــ ــــ ـــ ـــ ــــ ـــ ـــ ـــــ ـــ ـــ ــــ ـــ ـــ ـــــ ـــ ـــ ــــ ـــ ـــ ــــ ـــ ـــ ـــــ ـــ ـــ ــــ ـــ ـــ ـــــ ـــ ـــ ــــ ـــ ـــ ــــ ـــ ـــ ـــــ ـــ ـــ ــــ ـــ ـــ ـــــ ـــ ـــ ــــ ـــ ـــ ــــ ـــ ـــ ـــــ ـــ ـــ ــــ ـــ ـــ ـــــ ـــ ـــ ــــ ـــ ـــ ــــ ـــ ـــ ـــــ ـــ ـــ ــــ ـــ ـــ ـــــ ـــ ـــ ــــ ـــ ـــ ــــ ـــ ـــ ـــــ ـــ ـــ ــــ ـــ ـــ ـــــ ـــ ـــ ــــ ـــ ـــ ــــ ـــ ـــ ـــــ ـــ ـــ ــــ ـــ ـــ ـــــ ـــ ـــ ــــ ـــ ـــ ــــ ـــ ـــ ـــــ ـــ ـــ ــــ ـــ ـــ ـــــ ـــ ـــ ــــ ـــ ـــ ــــ ـــ ـــ ـــــ ـــ ـــ ــــ ـــ ـــ ـــــ ـــ ـــ ــــ ـــ ـــ ــــ ـــ ـــ ـــــ ـــ ـــ ــــ ـــ ـــ ـــــ ـــ ـــ ــــ ـــ ـــ ــــ ـــ ـــ ـــــ ـــ ـــ ــــ ـــ ـــ ـــــ ـــ ـــ ــــ ـــ ـــ ــــ ـــ ـــ ـــــ ـــ ـــ ــــ ـــ ـــ ـــــ ـــ ـــ ــــ ـــ ـــ ــــ ـــ ـــ ـــــ ـــ ـــ ــــ ـــ ـــ ـــــ ـــ ـــ ــــ ـــ ـــ ــــ ـــ ـــ ـــــ ـــ ـــ ــــ ـــ ـــ ـــــ ـــ ـــ ــــ ـــ ـــ ــــ ـــ ـــ ـــــ ـــ ـــ ــــ ـــ ـــ ـــــ ـــ ـــ ــــ ـــ ـــ ــــ ـــ ـــ ـــــ ـــ ـــ ــــ ـــ ـــ ـــــ ـــ ـــ ــــ ـــ ـــ ــــ ـــ ـــ ـــــ ـــ ـــ ــــ ـــ ـــ ـــــ ـــ ـــ ــــ ـــ ـــ ــــ ـــ ـــ ـــــ ـــ ـــ ــــ ـــ ـــ ـــــ ـــ ـــ ــــ ـــ ـــ ــــ ـــ ـــ ـــــ ـــ ـــ ــــ ـــ ـــ ـــــ ـــ ـــ ــــ ـــ ـــ ــــ bbox=[1190, 886, 1490, 1579]
divider bbox=[12, 863, 318, 865]
column-divider bbox=[912, 66, 914, 2038]
subsection-subtitle: از وضعیت دشمن bbox=[224, 895, 318, 911]
article-body-text: ـــ ـــــ ـــ ــــــ ــ ــــ ـــــ ـــ ـــ ـــــــ ـــ ــــ ــــ ـــــ ـــ ــــ ـــ ـــــ ـــــ ـــ ــــ ـــــــ ــــ ـــ ــــــ ـــ ــــ ـــــ ـــ ـــ ــــــــ ـــ ــــ ـــ ـــــ ـــ ــــ ـــ ـــــ ــــ ـــ ــــ ـــــــ ـــ ــــ ــــ ـــ ـــــ ـــ ــــــ ـــ ـــ ــــ ــــ ــــ ـــ ـــــ ــــ ـــ ـــــ ـــ ــــ ـــــ ـــ ــــ ـــ ــــــ ـــ ـــــ ـــ ــــ ـــ ــــ ــــــ ـــ ـــ ــــ ـــــ ـــ ــــ ـــ ـــــ ــــ ـــ ـــــــ ـــ ـــ ــــ ــــ ـــ ـــ ـــــ ــــ ـــ ـــ ـــــ ـــ ـــ ــــ ــــــ ـــ ـــ ــــ ـــ ـــ ــــــ ـــ ـــ ـــــ ــــ ـــ ــــ ــــ ـــ ـــــ ـــ ـــ ــــ ـــ ـــــ ـــ ــــ ـــ ــــ ـــ ـــ ـــــ ـــ ــــ ـــ ــــ ـــ ـــــ ـــ ـــ ــــ ـــ ـــــ ــــ ـــ ـــ ــــ ـــ ـــ ــــ ـــ ـــــ ـــ ـــ ــــ ـــ ــــ ـــ ــــ ـــ ــــ ـــ ـــ ـــــ ـــ ــــ ـــ ــــ ـــ ـــ ــــ ـــ ـــــ ـــ ــــ ـــ ـــ ـــــ ـــ ـــ ــــ ـــ ـــــ ـــ ــــ ـــ ـــ ــــ ـــ ـــ ـــــ ـــ ـــ ــــ ـــ ـــــ ـــ ـــ ــــ ـــ ـــ ــــ ـــ ـــ ـــــ ـــ ـــ ــــ ـــ ـــ ــــ ـــ ـــــ ـــ ـــ ــــ ـــ ـــ ـــــ ـــ ـــ ــــ ـــ ـــ ــــ ـــ ـــ ـــــ ـــ ـــ ــــ ـــ ـــ ـــــ ـــ ـــ ــــ ـــ ـــ ــــ ـــ ـــــ ـــ ـــ ــــ ـــ ـــ ــــ ـــ ـــ ـــــ ـــ ـــ ــــ ـــ ـــ ـــــ ـــ ـــ ــــ ـــ ـــ ــــ ـــ ـــ ـــــ ـــ ـــ ــــ ـــ ـــ ـــــ ـــ ـــ ــــ ـــ ـــ ــــ ـــ ـــ ـــــ ـــ ـــ ــــ ـــ ـــ ـــــ ـــ ـــ ــــ ـــ ـــ ــــ ـــ ـــ ـــــ ـــ ـــ ــــ ـــ ـــ ـــــ ـــ ـــ ــــ ـــ ـــ ــــ ـــ ـــ ـــــ ـــ ـــ ــــ ـــ ـــ ـــــ ـــ ـــ ــــ ـــ ـــ ــــ ـــ ـــ ـــــ ـــ ـــ ــــ ـــ ـــ ـــــ ـــ ـــ ــــ ـــ ـــ ــــ ـــ ـــ ـــــ ـــ ـــ ــــ ـــ ـــ ـــــ ـــ ـــ ــــ ـــ ـــ ــــ ـــ ـــ ـــــ ـــ ـــ ــــ ـــ ـــ ـــــ ـــ ـــ ــــ ـــ ـــ ــــ ـــ ـــ ـــــ ـــ ـــ ــــ ـــ ـــ ـــــ ـــ ـــ ــــ ـــ ـــ ــــ ـــ ـــ ـــــ ـــ ـــ ــــ ـــ ـــ ـــــ ـــ ـــ ــــ ـــ ـــ ــــ ـــ ـــ ـــــ ـــ ـــ ــــ ـــ ـــ ـــــ ـــ ـــ ــــ ـــ ـــ ــــ ـــ ـــ ـــــ ـــ ـــ ــــ ـــ ـــ ـــــ ـــ ـــ ــــ ـــ ـــ ــــ ـــ ـــ ـــــ ـــ ـــ ــــ ـــ ـــ ـــــ ـــ ـــ ــــ ـــ ـــ ــــ ـــ ـــ ـــــ ـــ ـــ ــــ ـــ ـــ ـــــ ـــ ـــ ــــ ـــ ـــ ــــ ـــ ـــ ـــــ ـــ ـــ ــــ ـــ ـــ ـــــ ـــ ـــ ــــ ـــ ـــ ــــ ـــ ـــ ـــــ ـــ ـــ ــــ ـــ ـــ ـــــ ـــ ـــ ــــ ـــ ـــ ــــ ـــ ـــ ـــــ ـــ ـــ ــــ ـــ ـــ ـــــ ـــ ـــ ــــ ـــ ـــ ــــ ـــ ـــ ـــــ ـــ ـــ ــــ ـــ ـــ ـــــ ـــ ـــ ــــ ـــ ـــ ــــ ـــ ـــ ـــــ ـــ ـــ ــــ ـــ ـــ ـــــ ـــ ـــ ــــ ـــ ـــ ــــ bbox=[920, 336, 1176, 1147]
notice-reference: ۲ - ۳ bbox=[340, 1641, 365, 1656]
article-title: تاریخ نظامی bbox=[62, 114, 268, 161]
column-poet bbox=[628, 70, 906, 2035]
notice-footer bbox=[340, 1641, 607, 1655]
column-greece bbox=[332, 70, 615, 2035]
article-subtitle: خاموشی آتش انقلاب یونان bbox=[383, 105, 564, 125]
divider bbox=[628, 874, 906, 876]
column-header bbox=[12, 70, 318, 85]
